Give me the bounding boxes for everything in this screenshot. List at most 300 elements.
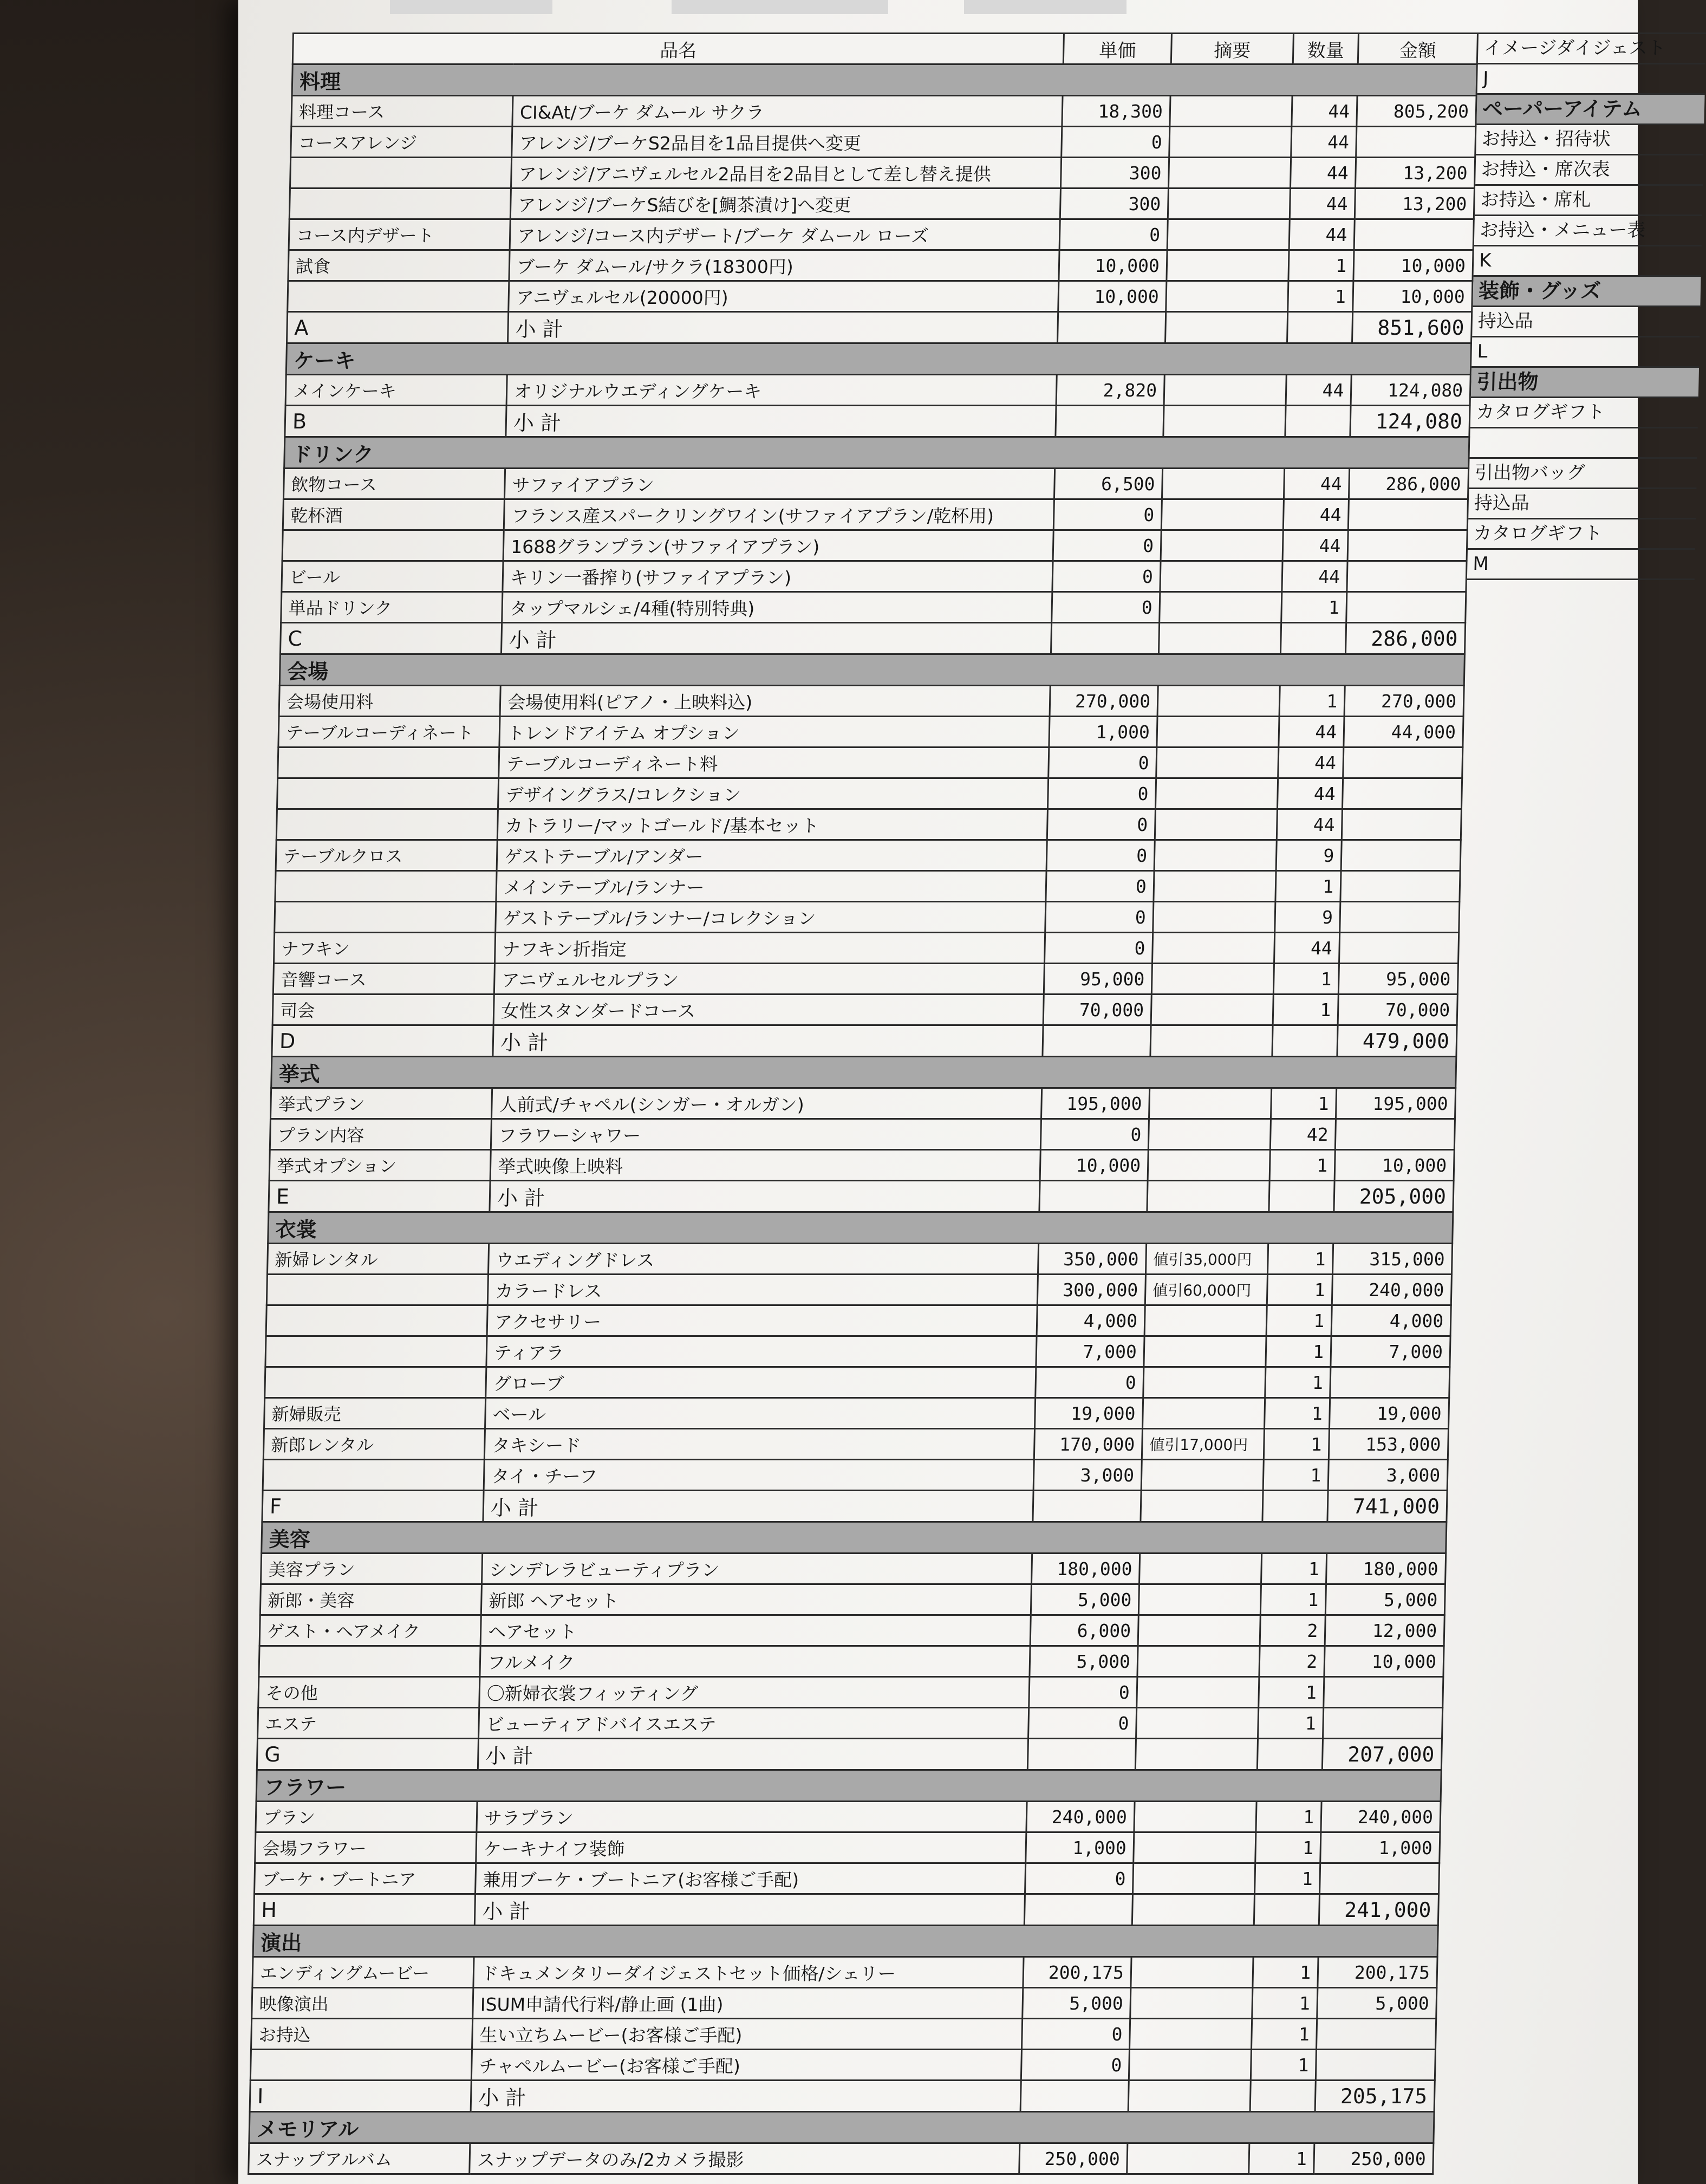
line-item-row xyxy=(290,158,1475,188)
item-name-cell: アニヴェルセル(20000円) xyxy=(509,281,1059,312)
item-name-cell: アレンジ/コース内デザート/ブーケ ダムール ローズ xyxy=(510,219,1060,250)
empty-cell xyxy=(1254,1894,1320,1926)
side-panel-row: カタログギフト xyxy=(1470,398,1698,428)
unit-price-cell: 6,500 xyxy=(1054,469,1163,499)
unit-price-cell: 1,000 xyxy=(1049,717,1157,748)
category-cell: 新婦レンタル xyxy=(267,1244,489,1275)
summary-cell xyxy=(1164,375,1286,406)
category-cell xyxy=(265,1367,486,1398)
section-title: 料理 xyxy=(292,64,1477,96)
summary-cell xyxy=(1136,1708,1258,1739)
subtotal-text: 小 計 xyxy=(478,1739,1028,1770)
section-header-row xyxy=(256,1770,1441,1802)
category-cell xyxy=(265,1336,487,1367)
amount-cell xyxy=(1336,1119,1455,1150)
subtotal-label: H xyxy=(253,1894,475,1926)
empty-cell xyxy=(1141,1491,1263,1522)
item-name-cell: アレンジ/アニヴェルセル2品目を2品目として差し替え提供 xyxy=(511,158,1062,188)
section-title: 挙式 xyxy=(271,1057,1456,1088)
table-header-row xyxy=(292,34,1477,64)
amount-cell: 1,000 xyxy=(1320,1832,1440,1863)
amount-cell: 200,175 xyxy=(1318,1957,1437,1988)
unit-price-cell: 6,000 xyxy=(1030,1615,1138,1646)
summary-cell xyxy=(1160,561,1282,592)
quantity-cell: 1 xyxy=(1251,2050,1317,2081)
unit-price-cell: 0 xyxy=(1028,1708,1137,1739)
subtotal-text: 小 計 xyxy=(471,2081,1021,2112)
section-header-row xyxy=(286,343,1471,375)
line-item-row xyxy=(250,2050,1435,2081)
subtotal-amount: 286,000 xyxy=(1346,623,1466,654)
empty-cell xyxy=(1039,1181,1148,1212)
category-cell: 単品ドリンク xyxy=(281,592,503,623)
quantity-cell: 44 xyxy=(1289,219,1355,250)
amount-cell: 7,000 xyxy=(1331,1336,1450,1367)
category-cell: エステ xyxy=(258,1708,479,1739)
subtotal-amount: 241,000 xyxy=(1319,1894,1439,1926)
quantity-cell: 1 xyxy=(1256,1802,1322,1832)
column-header-summary: 摘要 xyxy=(1171,34,1293,64)
summary-cell xyxy=(1151,964,1274,994)
section-header-row xyxy=(268,1212,1453,1244)
item-name-cell: ゲストテーブル/アンダー xyxy=(497,840,1047,871)
quantity-cell: 44 xyxy=(1277,778,1343,809)
amount-cell: 240,000 xyxy=(1321,1802,1441,1832)
line-item-row xyxy=(259,1646,1444,1677)
item-name-cell: シンデレラビューティプラン xyxy=(482,1554,1032,1584)
category-cell xyxy=(250,2050,472,2081)
summary-cell xyxy=(1154,840,1277,871)
summary-cell xyxy=(1141,1460,1264,1491)
subtotal-label: I xyxy=(250,2081,471,2112)
section-title: 演出 xyxy=(253,1926,1438,1957)
unit-price-cell: 10,000 xyxy=(1059,250,1167,281)
quantity-cell: 44 xyxy=(1274,933,1340,964)
category-cell: 美容プラン xyxy=(261,1554,482,1584)
line-item-row xyxy=(258,1708,1443,1739)
item-name-cell: ティアラ xyxy=(486,1336,1037,1367)
category-cell: ゲスト・ヘアメイク xyxy=(259,1615,481,1646)
empty-cell xyxy=(1024,1894,1132,1926)
summary-cell xyxy=(1155,809,1277,840)
summary-cell xyxy=(1170,96,1292,127)
category-cell: 音響コース xyxy=(273,964,494,994)
line-item-row xyxy=(260,1584,1445,1615)
line-item-row xyxy=(274,933,1459,964)
category-cell: 挙式プラン xyxy=(270,1088,492,1119)
empty-cell xyxy=(1058,312,1166,343)
quantity-cell: 1 xyxy=(1253,1957,1319,1988)
side-panel-row: ペーパーアイテム xyxy=(1476,95,1704,125)
line-item-row xyxy=(291,96,1476,127)
item-name-cell: ナフキン折指定 xyxy=(495,933,1045,964)
amount-cell xyxy=(1347,561,1467,592)
item-name-cell: タイ・チーフ xyxy=(484,1460,1034,1491)
redaction-block xyxy=(390,0,552,14)
section-title: 会場 xyxy=(279,654,1464,686)
amount-cell: 10,000 xyxy=(1353,281,1473,312)
quantity-cell: 44 xyxy=(1291,127,1357,158)
summary-cell xyxy=(1131,1957,1253,1988)
line-item-row xyxy=(278,748,1463,778)
category-cell: テーブルクロス xyxy=(276,840,497,871)
amount-cell: 4,000 xyxy=(1331,1305,1451,1336)
category-cell: コースアレンジ xyxy=(291,127,512,158)
unit-price-cell: 70,000 xyxy=(1043,994,1151,1025)
amount-cell: 10,000 xyxy=(1353,250,1473,281)
unit-price-cell: 170,000 xyxy=(1034,1429,1142,1460)
quantity-cell: 1 xyxy=(1264,1398,1330,1429)
unit-price-cell: 0 xyxy=(1040,1119,1149,1150)
empty-cell xyxy=(1051,623,1160,654)
summary-cell xyxy=(1138,1615,1260,1646)
subtotal-amount: 479,000 xyxy=(1337,1025,1457,1057)
unit-price-cell: 240,000 xyxy=(1026,1802,1135,1832)
subtotal-label: E xyxy=(269,1181,490,1212)
item-name-cell: 新郎 ヘアセット xyxy=(481,1584,1031,1615)
line-item-row xyxy=(252,1957,1437,1988)
column-header-unit-price: 単価 xyxy=(1063,34,1171,64)
item-name-cell: ドキュメンタリーダイジェストセット価格/シェリー xyxy=(473,1957,1024,1988)
unit-price-cell: 0 xyxy=(1045,933,1153,964)
quantity-cell: 1 xyxy=(1249,2143,1315,2174)
quantity-cell: 44 xyxy=(1277,809,1343,840)
summary-cell xyxy=(1129,2050,1251,2081)
empty-cell xyxy=(1132,1894,1254,1926)
unit-price-cell: 0 xyxy=(1053,499,1162,530)
line-item-row xyxy=(263,1460,1448,1491)
amount-cell: 270,000 xyxy=(1344,686,1464,717)
section-header-row xyxy=(279,654,1464,686)
summary-cell xyxy=(1130,1988,1253,2019)
amount-cell xyxy=(1348,499,1468,530)
category-cell xyxy=(266,1275,488,1305)
quantity-cell: 9 xyxy=(1275,902,1341,933)
unit-price-cell: 300,000 xyxy=(1037,1275,1145,1305)
summary-cell xyxy=(1143,1367,1266,1398)
section-title: フラワー xyxy=(256,1770,1441,1802)
quantity-cell: 44 xyxy=(1284,469,1350,499)
summary-cell xyxy=(1156,748,1279,778)
unit-price-cell: 180,000 xyxy=(1032,1554,1140,1584)
quantity-cell: 44 xyxy=(1283,499,1349,530)
category-cell xyxy=(276,809,498,840)
unit-price-cell: 250,000 xyxy=(1019,2143,1128,2174)
summary-cell xyxy=(1144,1305,1267,1336)
estimate-sheet xyxy=(238,0,1666,2184)
quantity-cell: 1 xyxy=(1260,1584,1326,1615)
summary-cell xyxy=(1138,1584,1261,1615)
unit-price-cell: 7,000 xyxy=(1036,1336,1144,1367)
item-name-cell: アレンジ/ブーケS結びを[鯛茶漬け]へ変更 xyxy=(510,188,1060,219)
amount-cell: 124,080 xyxy=(1351,375,1470,406)
line-item-row xyxy=(256,1802,1441,1832)
empty-cell xyxy=(1147,1181,1269,1212)
item-name-cell: アレンジ/ブーケS2品目を1品目提供へ変更 xyxy=(512,127,1062,158)
item-name-cell: アクセサリー xyxy=(487,1305,1037,1336)
item-name-cell: ケーキナイフ装飾 xyxy=(476,1832,1026,1863)
amount-cell xyxy=(1341,840,1461,871)
item-name-cell: キリン一番搾り(サファイアプラン) xyxy=(503,561,1053,592)
unit-price-cell: 5,000 xyxy=(1031,1584,1139,1615)
subtotal-text: 小 計 xyxy=(508,312,1058,343)
empty-cell xyxy=(1020,2081,1129,2112)
empty-cell xyxy=(1257,1739,1323,1770)
category-cell xyxy=(288,281,509,312)
line-item-row xyxy=(279,686,1464,717)
empty-cell xyxy=(1150,1025,1273,1057)
subtotal-text: 小 計 xyxy=(506,406,1056,437)
estimate-table xyxy=(248,32,1479,2175)
item-name-cell: グローブ xyxy=(486,1367,1036,1398)
category-cell: 映像演出 xyxy=(252,1988,473,2019)
amount-cell xyxy=(1339,933,1459,964)
line-item-row xyxy=(289,219,1474,250)
section-header-row xyxy=(271,1057,1456,1088)
summary-cell xyxy=(1152,933,1274,964)
item-name-cell: ヘアセット xyxy=(480,1615,1031,1646)
side-panel-row xyxy=(1470,428,1698,459)
subtotal-row xyxy=(257,1739,1442,1770)
line-item-row xyxy=(264,1398,1449,1429)
amount-cell: 13,200 xyxy=(1355,188,1475,219)
category-cell: 新婦販売 xyxy=(264,1398,486,1429)
line-item-row xyxy=(277,778,1462,809)
unit-price-cell: 0 xyxy=(1021,2050,1129,2081)
category-cell xyxy=(263,1460,484,1491)
category-cell: ブーケ・ブートニア xyxy=(255,1863,476,1894)
amount-cell: 195,000 xyxy=(1336,1088,1456,1119)
subtotal-row xyxy=(286,312,1471,343)
summary-cell xyxy=(1149,1088,1271,1119)
category-cell: 会場フラワー xyxy=(255,1832,477,1863)
section-title: メモリアル xyxy=(249,2112,1434,2143)
line-item-row xyxy=(265,1336,1450,1367)
amount-cell xyxy=(1324,1677,1443,1708)
unit-price-cell: 300 xyxy=(1061,158,1169,188)
summary-cell xyxy=(1166,281,1288,312)
quantity-cell: 1 xyxy=(1263,1460,1329,1491)
quantity-cell: 2 xyxy=(1260,1615,1326,1646)
line-item-row xyxy=(270,1119,1455,1150)
amount-cell: 153,000 xyxy=(1329,1429,1449,1460)
empty-cell xyxy=(1287,312,1353,343)
section-title: ケーキ xyxy=(286,343,1471,375)
item-name-cell: タキシード xyxy=(484,1429,1034,1460)
subtotal-label: A xyxy=(286,312,508,343)
unit-price-cell: 300 xyxy=(1060,188,1168,219)
line-item-row xyxy=(261,1554,1445,1584)
side-panel-row: 引出物 xyxy=(1471,368,1699,398)
empty-cell xyxy=(1043,1025,1151,1057)
category-cell: 飲物コース xyxy=(283,469,505,499)
unit-price-cell: 3,000 xyxy=(1033,1460,1142,1491)
item-name-cell: サファイアプラン xyxy=(505,469,1055,499)
amount-cell xyxy=(1320,1863,1440,1894)
amount-cell: 5,000 xyxy=(1326,1584,1445,1615)
unit-price-cell: 195,000 xyxy=(1041,1088,1150,1119)
unit-price-cell: 0 xyxy=(1036,1367,1144,1398)
amount-cell: 10,000 xyxy=(1334,1150,1454,1181)
category-cell: 司会 xyxy=(272,994,494,1025)
empty-cell xyxy=(1128,2081,1251,2112)
side-panel-row: イメージダイジェスト xyxy=(1478,32,1706,64)
empty-cell xyxy=(1033,1491,1141,1522)
line-item-row xyxy=(273,964,1458,994)
amount-cell: 250,000 xyxy=(1314,2143,1434,2174)
side-panel-row: 持込品 xyxy=(1468,489,1696,519)
unit-price-cell: 95,000 xyxy=(1044,964,1152,994)
empty-cell xyxy=(1285,406,1351,437)
quantity-cell: 9 xyxy=(1276,840,1342,871)
category-cell: エンディングムービー xyxy=(252,1957,474,1988)
item-name-cell: 生い立ちムービー(お客様ご手配) xyxy=(472,2019,1023,2050)
item-name-cell: ビューティアドバイスエステ xyxy=(479,1708,1029,1739)
empty-cell xyxy=(1158,623,1281,654)
quantity-cell: 1 xyxy=(1252,1988,1318,2019)
amount-cell xyxy=(1342,809,1461,840)
amount-cell: 3,000 xyxy=(1328,1460,1448,1491)
quantity-cell: 1 xyxy=(1273,964,1339,994)
summary-cell xyxy=(1137,1646,1260,1677)
unit-price-cell: 0 xyxy=(1053,530,1161,561)
item-name-cell: アニヴェルセルプラン xyxy=(494,964,1044,994)
amount-cell xyxy=(1343,778,1462,809)
line-item-row xyxy=(263,1429,1448,1460)
line-item-row xyxy=(255,1863,1440,1894)
unit-price-cell: 18,300 xyxy=(1062,96,1170,127)
subtotal-label: G xyxy=(257,1739,478,1770)
line-item-row xyxy=(275,871,1460,902)
line-item-row xyxy=(266,1305,1451,1336)
empty-cell xyxy=(1027,1739,1136,1770)
quantity-cell: 42 xyxy=(1270,1119,1336,1150)
line-item-row xyxy=(258,1677,1443,1708)
unit-price-cell: 0 xyxy=(1045,902,1154,933)
side-panel-row: お持込・席札 xyxy=(1475,186,1703,216)
amount-cell xyxy=(1316,2050,1436,2081)
item-name-cell: 〇新婦衣裳フィッティング xyxy=(479,1677,1030,1708)
amount-cell xyxy=(1343,748,1463,778)
quantity-cell: 44 xyxy=(1290,188,1356,219)
item-name-cell: 会場使用料(ピアノ・上映料込) xyxy=(500,686,1050,717)
empty-cell xyxy=(1280,623,1346,654)
quantity-cell: 44 xyxy=(1290,158,1356,188)
side-panel-row: J xyxy=(1477,64,1705,95)
category-cell: メインケーキ xyxy=(285,375,507,406)
amount-cell: 13,200 xyxy=(1356,158,1475,188)
subtotal-label: F xyxy=(262,1491,484,1522)
quantity-cell: 1 xyxy=(1266,1336,1332,1367)
subtotal-text: 小 計 xyxy=(502,623,1052,654)
quantity-cell: 44 xyxy=(1292,96,1358,127)
summary-cell xyxy=(1168,158,1291,188)
category-cell: コース内デザート xyxy=(289,219,510,250)
line-item-row xyxy=(281,592,1466,623)
unit-price-cell: 0 xyxy=(1025,1863,1134,1894)
unit-price-cell: 4,000 xyxy=(1037,1305,1145,1336)
subtotal-text: 小 計 xyxy=(490,1181,1040,1212)
summary-cell xyxy=(1167,250,1289,281)
quantity-cell: 1 xyxy=(1258,1708,1324,1739)
quantity-cell: 1 xyxy=(1279,686,1345,717)
column-header-qty: 数量 xyxy=(1293,34,1359,64)
summary-cell xyxy=(1160,592,1282,623)
quantity-cell: 1 xyxy=(1281,592,1347,623)
unit-price-cell: 0 xyxy=(1022,2019,1130,2050)
category-cell: ナフキン xyxy=(274,933,496,964)
item-name-cell: スナップデータのみ/2カメラ撮影 xyxy=(470,2143,1020,2174)
category-cell: 乾杯酒 xyxy=(283,499,504,530)
unit-price-cell: 19,000 xyxy=(1035,1398,1143,1429)
quantity-cell: 1 xyxy=(1255,1832,1321,1863)
amount-cell: 180,000 xyxy=(1326,1554,1446,1584)
item-name-cell: オリジナルウエディングケーキ xyxy=(506,375,1057,406)
summary-cell xyxy=(1139,1554,1261,1584)
subtotal-row xyxy=(272,1025,1457,1057)
category-cell xyxy=(282,530,504,561)
amount-cell: 5,000 xyxy=(1317,1988,1437,2019)
quantity-cell: 1 xyxy=(1273,994,1339,1025)
summary-cell xyxy=(1132,1863,1255,1894)
column-header-amount: 金額 xyxy=(1358,34,1477,64)
item-name-cell: フランス産スパークリングワイン(サファイアプラン/乾杯用) xyxy=(504,499,1054,530)
empty-cell xyxy=(1135,1739,1258,1770)
quantity-cell: 1 xyxy=(1267,1244,1333,1275)
unit-price-cell: 5,000 xyxy=(1030,1646,1138,1677)
quantity-cell: 44 xyxy=(1282,530,1349,561)
section-title: 衣裳 xyxy=(268,1212,1453,1244)
line-item-row xyxy=(255,1832,1440,1863)
summary-cell xyxy=(1129,2019,1252,2050)
subtotal-label: D xyxy=(272,1025,493,1057)
item-name-cell: フルメイク xyxy=(480,1646,1030,1677)
line-item-row xyxy=(269,1150,1454,1181)
line-item-row xyxy=(251,2019,1436,2050)
category-cell: 新郎・美容 xyxy=(260,1584,481,1615)
empty-cell xyxy=(1272,1025,1338,1057)
unit-price-cell: 200,175 xyxy=(1023,1957,1131,1988)
amount-cell: 12,000 xyxy=(1325,1615,1444,1646)
subtotal-amount: 207,000 xyxy=(1323,1739,1442,1770)
item-name-cell: 兼用ブーケ・ブートニア(お客様ご手配) xyxy=(476,1863,1026,1894)
unit-price-cell: 0 xyxy=(1049,748,1157,778)
side-panel-row: 持込品 xyxy=(1472,307,1700,337)
quantity-cell: 1 xyxy=(1269,1150,1336,1181)
summary-cell xyxy=(1157,717,1279,748)
empty-cell xyxy=(1165,312,1287,343)
redacted-header xyxy=(292,0,1159,15)
amount-cell: 240,000 xyxy=(1332,1275,1452,1305)
amount-cell xyxy=(1340,902,1460,933)
summary-cell xyxy=(1151,994,1273,1025)
summary-cell xyxy=(1161,499,1284,530)
category-cell: 挙式オプション xyxy=(269,1150,491,1181)
item-name-cell: ゲストテーブル/ランナー/コレクション xyxy=(496,902,1046,933)
subtotal-row xyxy=(269,1181,1454,1212)
quantity-cell: 1 xyxy=(1266,1305,1332,1336)
amount-cell: 19,000 xyxy=(1330,1398,1449,1429)
line-item-row xyxy=(283,499,1468,530)
section-title: 美容 xyxy=(262,1522,1447,1554)
redaction-block xyxy=(964,0,1127,14)
summary-cell xyxy=(1142,1398,1265,1429)
unit-price-cell: 1,000 xyxy=(1026,1832,1134,1863)
quantity-cell: 1 xyxy=(1251,2019,1317,2050)
subtotal-row xyxy=(250,2081,1435,2112)
item-name-cell: ベール xyxy=(485,1398,1036,1429)
summary-cell xyxy=(1169,127,1292,158)
